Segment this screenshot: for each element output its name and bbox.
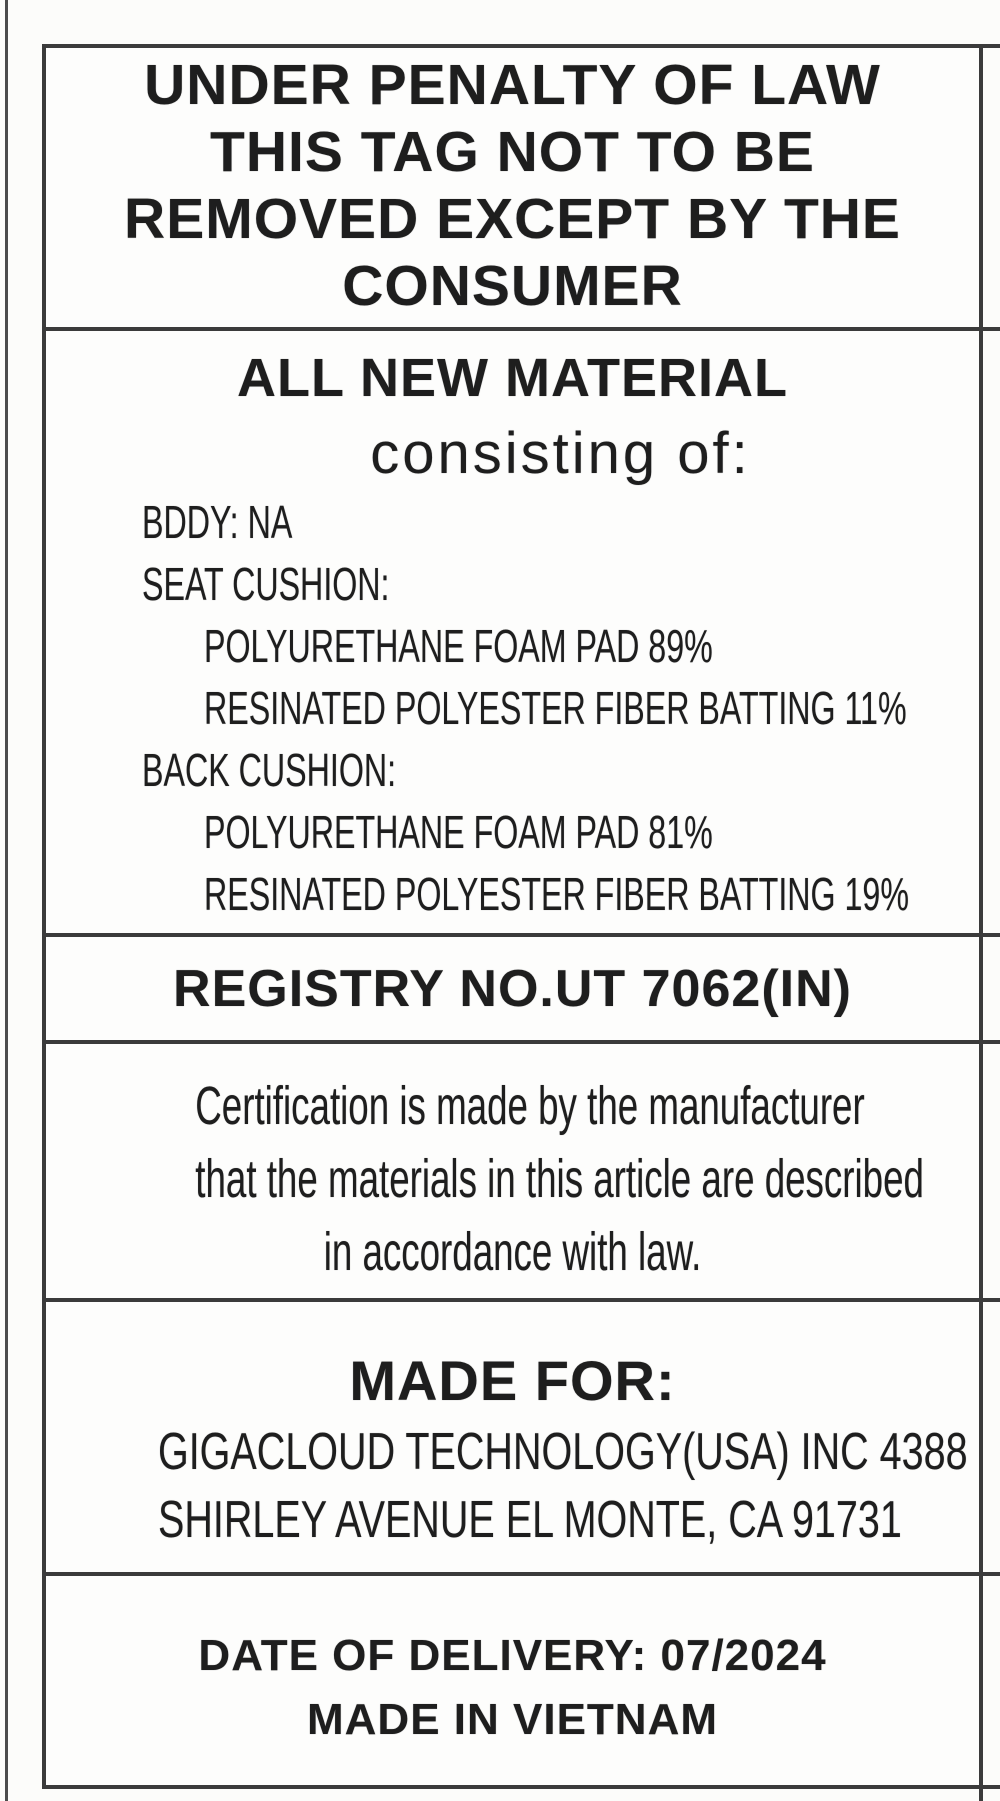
materials-subheading: consisting of: [370,421,751,486]
material-item-seat-cushion: SEAT CUSHION: [142,558,390,610]
penalty-notice-section [46,48,979,327]
registry-section [46,933,979,1040]
material-item-body: BDDY: NA [142,496,293,548]
material-item-back-foam: POLYURETHANE FOAM PAD 81% [204,806,713,858]
certification-line-1: Certification is made by the manufacturer [195,1076,865,1136]
page-left-edge-line [5,0,8,1801]
certification-line-2: that the materials in this article are described [195,1149,924,1209]
material-item-seat-batting: RESINATED POLYESTER FIBER BATTING 11% [204,682,907,734]
penalty-line-1: UNDER PENALTY OF LAW [144,53,881,117]
penalty-line-2: THIS TAG NOT TO BE [210,120,815,184]
made-for-section [46,1298,979,1572]
materials-heading: ALL NEW MATERIAL [237,348,788,408]
penalty-line-4: CONSUMER [342,254,683,318]
made-in-line: MADE IN VIETNAM [307,1695,718,1744]
certification-section [46,1040,979,1298]
made-for-address-line: SHIRLEY AVENUE EL MONTE, CA 91731 [157,1491,902,1549]
material-item-seat-foam: POLYURETHANE FOAM PAD 89% [204,620,713,672]
penalty-line-3: REMOVED EXCEPT BY THE [124,187,901,251]
law-label [42,44,983,1789]
materials-section [46,327,979,933]
delivery-date-line: DATE OF DELIVERY: 07/2024 [198,1631,827,1680]
made-for-heading: MADE FOR: [349,1349,676,1412]
material-item-back-batting: RESINATED POLYESTER FIBER BATTING 19% [204,868,909,920]
registry-number: REGISTRY NO.UT 7062(IN) [173,959,852,1018]
certification-line-3: in accordance with law. [323,1222,702,1282]
delivery-section [46,1572,979,1785]
made-for-company-line: GIGACLOUD TECHNOLOGY(USA) INC 4388 [157,1423,968,1481]
material-item-back-cushion: BACK CUSHION: [142,744,397,796]
